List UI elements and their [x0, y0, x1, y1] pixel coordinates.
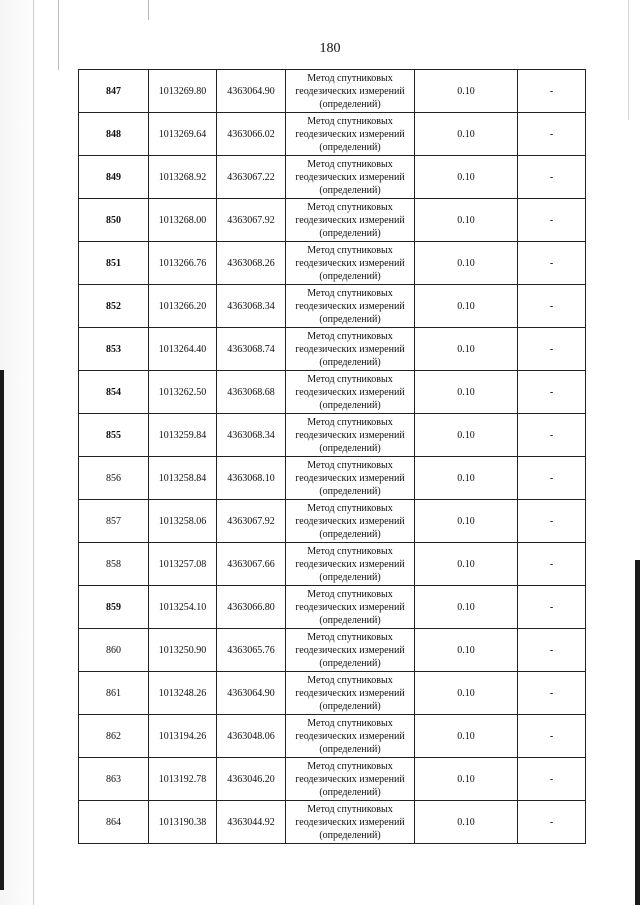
accuracy-cell: 0.10: [415, 715, 518, 758]
method-cell: [286, 70, 415, 113]
table-row: [79, 285, 586, 328]
method-line: геодезических измерений: [295, 386, 405, 398]
x-coordinate-cell: 1013192.78: [149, 758, 217, 801]
method-line: Метод спутниковых: [307, 631, 393, 643]
point-number-cell: 857: [79, 500, 149, 543]
point-number-cell: 852: [79, 285, 149, 328]
method-line: Метод спутниковых: [307, 502, 393, 514]
x-coordinate-cell: 1013250.90: [149, 629, 217, 672]
method-cell: [286, 500, 415, 543]
point-number-cell: 855: [79, 414, 149, 457]
x-coordinate-cell: 1013268.00: [149, 199, 217, 242]
method-cell: [286, 715, 415, 758]
method-line: геодезических измерений: [295, 128, 405, 140]
method-cell: [286, 199, 415, 242]
method-line: геодезических измерений: [295, 730, 405, 742]
y-coordinate-cell: 4363065.76: [217, 629, 286, 672]
accuracy-cell: 0.10: [415, 242, 518, 285]
method-line: геодезических измерений: [295, 773, 405, 785]
page-number: 180: [319, 41, 341, 56]
x-coordinate-cell: 1013264.40: [149, 328, 217, 371]
note-cell: -: [518, 715, 586, 758]
scan-edge-bar-left: [0, 370, 4, 890]
method-line: геодезических измерений: [295, 300, 405, 312]
x-coordinate-cell: 1013269.80: [149, 70, 217, 113]
method-line: (определений): [319, 485, 381, 497]
method-line: (определений): [319, 571, 381, 583]
table-row: [79, 70, 586, 113]
method-cell: [286, 543, 415, 586]
method-line: (определений): [319, 227, 381, 239]
method-line: Метод спутниковых: [307, 373, 393, 385]
accuracy-cell: 0.10: [415, 500, 518, 543]
y-coordinate-cell: 4363048.06: [217, 715, 286, 758]
method-line: Метод спутниковых: [307, 588, 393, 600]
coordinates-table: [78, 69, 586, 844]
note-cell: -: [518, 586, 586, 629]
method-line: геодезических измерений: [295, 601, 405, 613]
y-coordinate-cell: 4363064.90: [217, 672, 286, 715]
y-coordinate-cell: 4363068.34: [217, 414, 286, 457]
note-cell: -: [518, 113, 586, 156]
method-line: (определений): [319, 356, 381, 368]
point-number-cell: 858: [79, 543, 149, 586]
table-row: [79, 801, 586, 844]
scan-artifact-line: [33, 0, 34, 905]
table-row: [79, 715, 586, 758]
accuracy-cell: 0.10: [415, 586, 518, 629]
table-row: [79, 156, 586, 199]
accuracy-cell: 0.10: [415, 801, 518, 844]
method-line: (определений): [319, 829, 381, 841]
method-line: (определений): [319, 313, 381, 325]
note-cell: -: [518, 500, 586, 543]
method-line: (определений): [319, 657, 381, 669]
method-line: (определений): [319, 184, 381, 196]
method-line: (определений): [319, 141, 381, 153]
x-coordinate-cell: 1013266.20: [149, 285, 217, 328]
x-coordinate-cell: 1013266.76: [149, 242, 217, 285]
method-line: Метод спутниковых: [307, 760, 393, 772]
method-line: Метод спутниковых: [307, 72, 393, 84]
x-coordinate-cell: 1013190.38: [149, 801, 217, 844]
x-coordinate-cell: 1013269.64: [149, 113, 217, 156]
table-row: [79, 629, 586, 672]
point-number-cell: 853: [79, 328, 149, 371]
accuracy-cell: 0.10: [415, 371, 518, 414]
method-line: (определений): [319, 399, 381, 411]
point-number-cell: 861: [79, 672, 149, 715]
point-number-cell: 854: [79, 371, 149, 414]
point-number-cell: 860: [79, 629, 149, 672]
x-coordinate-cell: 1013194.26: [149, 715, 217, 758]
accuracy-cell: 0.10: [415, 70, 518, 113]
y-coordinate-cell: 4363067.66: [217, 543, 286, 586]
note-cell: -: [518, 629, 586, 672]
point-number-cell: 862: [79, 715, 149, 758]
note-cell: -: [518, 285, 586, 328]
accuracy-cell: 0.10: [415, 113, 518, 156]
method-line: (определений): [319, 786, 381, 798]
note-cell: -: [518, 242, 586, 285]
method-line: Метод спутниковых: [307, 459, 393, 471]
note-cell: -: [518, 371, 586, 414]
method-line: Метод спутниковых: [307, 545, 393, 557]
table-row: [79, 328, 586, 371]
method-cell: [286, 629, 415, 672]
point-number-cell: 851: [79, 242, 149, 285]
accuracy-cell: 0.10: [415, 156, 518, 199]
note-cell: -: [518, 801, 586, 844]
method-line: геодезических измерений: [295, 558, 405, 570]
point-number-cell: 847: [79, 70, 149, 113]
table-row: [79, 371, 586, 414]
method-line: (определений): [319, 528, 381, 540]
method-line: (определений): [319, 442, 381, 454]
method-line: Метод спутниковых: [307, 158, 393, 170]
method-line: геодезических измерений: [295, 171, 405, 183]
table-row: [79, 672, 586, 715]
method-line: Метод спутниковых: [307, 416, 393, 428]
method-line: Метод спутниковых: [307, 115, 393, 127]
method-line: Метод спутниковых: [307, 287, 393, 299]
note-cell: -: [518, 758, 586, 801]
method-line: Метод спутниковых: [307, 717, 393, 729]
note-cell: -: [518, 328, 586, 371]
method-line: геодезических измерений: [295, 687, 405, 699]
note-cell: -: [518, 672, 586, 715]
y-coordinate-cell: 4363066.80: [217, 586, 286, 629]
scan-artifact-line: [58, 0, 59, 70]
method-line: геодезических измерений: [295, 257, 405, 269]
x-coordinate-cell: 1013254.10: [149, 586, 217, 629]
accuracy-cell: 0.10: [415, 629, 518, 672]
method-cell: [286, 672, 415, 715]
y-coordinate-cell: 4363068.34: [217, 285, 286, 328]
method-line: Метод спутниковых: [307, 803, 393, 815]
table-row: [79, 113, 586, 156]
accuracy-cell: 0.10: [415, 285, 518, 328]
method-line: геодезических измерений: [295, 214, 405, 226]
method-line: (определений): [319, 614, 381, 626]
y-coordinate-cell: 4363068.10: [217, 457, 286, 500]
accuracy-cell: 0.10: [415, 457, 518, 500]
y-coordinate-cell: 4363067.22: [217, 156, 286, 199]
method-line: геодезических измерений: [295, 85, 405, 97]
table-row: [79, 414, 586, 457]
note-cell: -: [518, 543, 586, 586]
y-coordinate-cell: 4363046.20: [217, 758, 286, 801]
accuracy-cell: 0.10: [415, 543, 518, 586]
y-coordinate-cell: 4363068.68: [217, 371, 286, 414]
accuracy-cell: 0.10: [415, 758, 518, 801]
y-coordinate-cell: 4363068.26: [217, 242, 286, 285]
note-cell: -: [518, 156, 586, 199]
method-cell: [286, 285, 415, 328]
method-line: Метод спутниковых: [307, 244, 393, 256]
accuracy-cell: 0.10: [415, 672, 518, 715]
y-coordinate-cell: 4363064.90: [217, 70, 286, 113]
method-cell: [286, 758, 415, 801]
method-cell: [286, 414, 415, 457]
table-row: [79, 457, 586, 500]
accuracy-cell: 0.10: [415, 199, 518, 242]
x-coordinate-cell: 1013258.84: [149, 457, 217, 500]
method-line: геодезических измерений: [295, 429, 405, 441]
method-cell: [286, 801, 415, 844]
point-number-cell: 856: [79, 457, 149, 500]
note-cell: -: [518, 199, 586, 242]
x-coordinate-cell: 1013258.06: [149, 500, 217, 543]
point-number-cell: 850: [79, 199, 149, 242]
table-row: [79, 586, 586, 629]
y-coordinate-cell: 4363066.02: [217, 113, 286, 156]
method-line: геодезических измерений: [295, 644, 405, 656]
method-line: (определений): [319, 270, 381, 282]
y-coordinate-cell: 4363068.74: [217, 328, 286, 371]
point-number-cell: 863: [79, 758, 149, 801]
table-row: [79, 500, 586, 543]
point-number-cell: 864: [79, 801, 149, 844]
y-coordinate-cell: 4363067.92: [217, 500, 286, 543]
method-line: геодезических измерений: [295, 816, 405, 828]
method-cell: [286, 242, 415, 285]
method-line: (определений): [319, 743, 381, 755]
method-line: (определений): [319, 98, 381, 110]
x-coordinate-cell: 1013268.92: [149, 156, 217, 199]
method-cell: [286, 586, 415, 629]
method-cell: [286, 156, 415, 199]
method-line: геодезических измерений: [295, 515, 405, 527]
table-row: [79, 199, 586, 242]
table-row: [79, 543, 586, 586]
method-line: Метод спутниковых: [307, 201, 393, 213]
method-line: (определений): [319, 700, 381, 712]
scan-artifact-line: [628, 0, 629, 120]
point-number-cell: 848: [79, 113, 149, 156]
y-coordinate-cell: 4363044.92: [217, 801, 286, 844]
x-coordinate-cell: 1013259.84: [149, 414, 217, 457]
accuracy-cell: 0.10: [415, 328, 518, 371]
point-number-cell: 859: [79, 586, 149, 629]
point-number-cell: 849: [79, 156, 149, 199]
y-coordinate-cell: 4363067.92: [217, 199, 286, 242]
method-cell: [286, 113, 415, 156]
table-row: [79, 758, 586, 801]
method-cell: [286, 371, 415, 414]
scan-shadow-left: [0, 0, 40, 905]
method-line: геодезических измерений: [295, 343, 405, 355]
note-cell: -: [518, 70, 586, 113]
table-row: [79, 242, 586, 285]
note-cell: -: [518, 457, 586, 500]
scan-edge-bar-right: [635, 560, 640, 905]
x-coordinate-cell: 1013257.08: [149, 543, 217, 586]
x-coordinate-cell: 1013248.26: [149, 672, 217, 715]
x-coordinate-cell: 1013262.50: [149, 371, 217, 414]
accuracy-cell: 0.10: [415, 414, 518, 457]
scan-artifact-line: [148, 0, 149, 20]
note-cell: -: [518, 414, 586, 457]
method-cell: [286, 457, 415, 500]
method-cell: [286, 328, 415, 371]
method-line: Метод спутниковых: [307, 330, 393, 342]
method-line: геодезических измерений: [295, 472, 405, 484]
method-line: Метод спутниковых: [307, 674, 393, 686]
